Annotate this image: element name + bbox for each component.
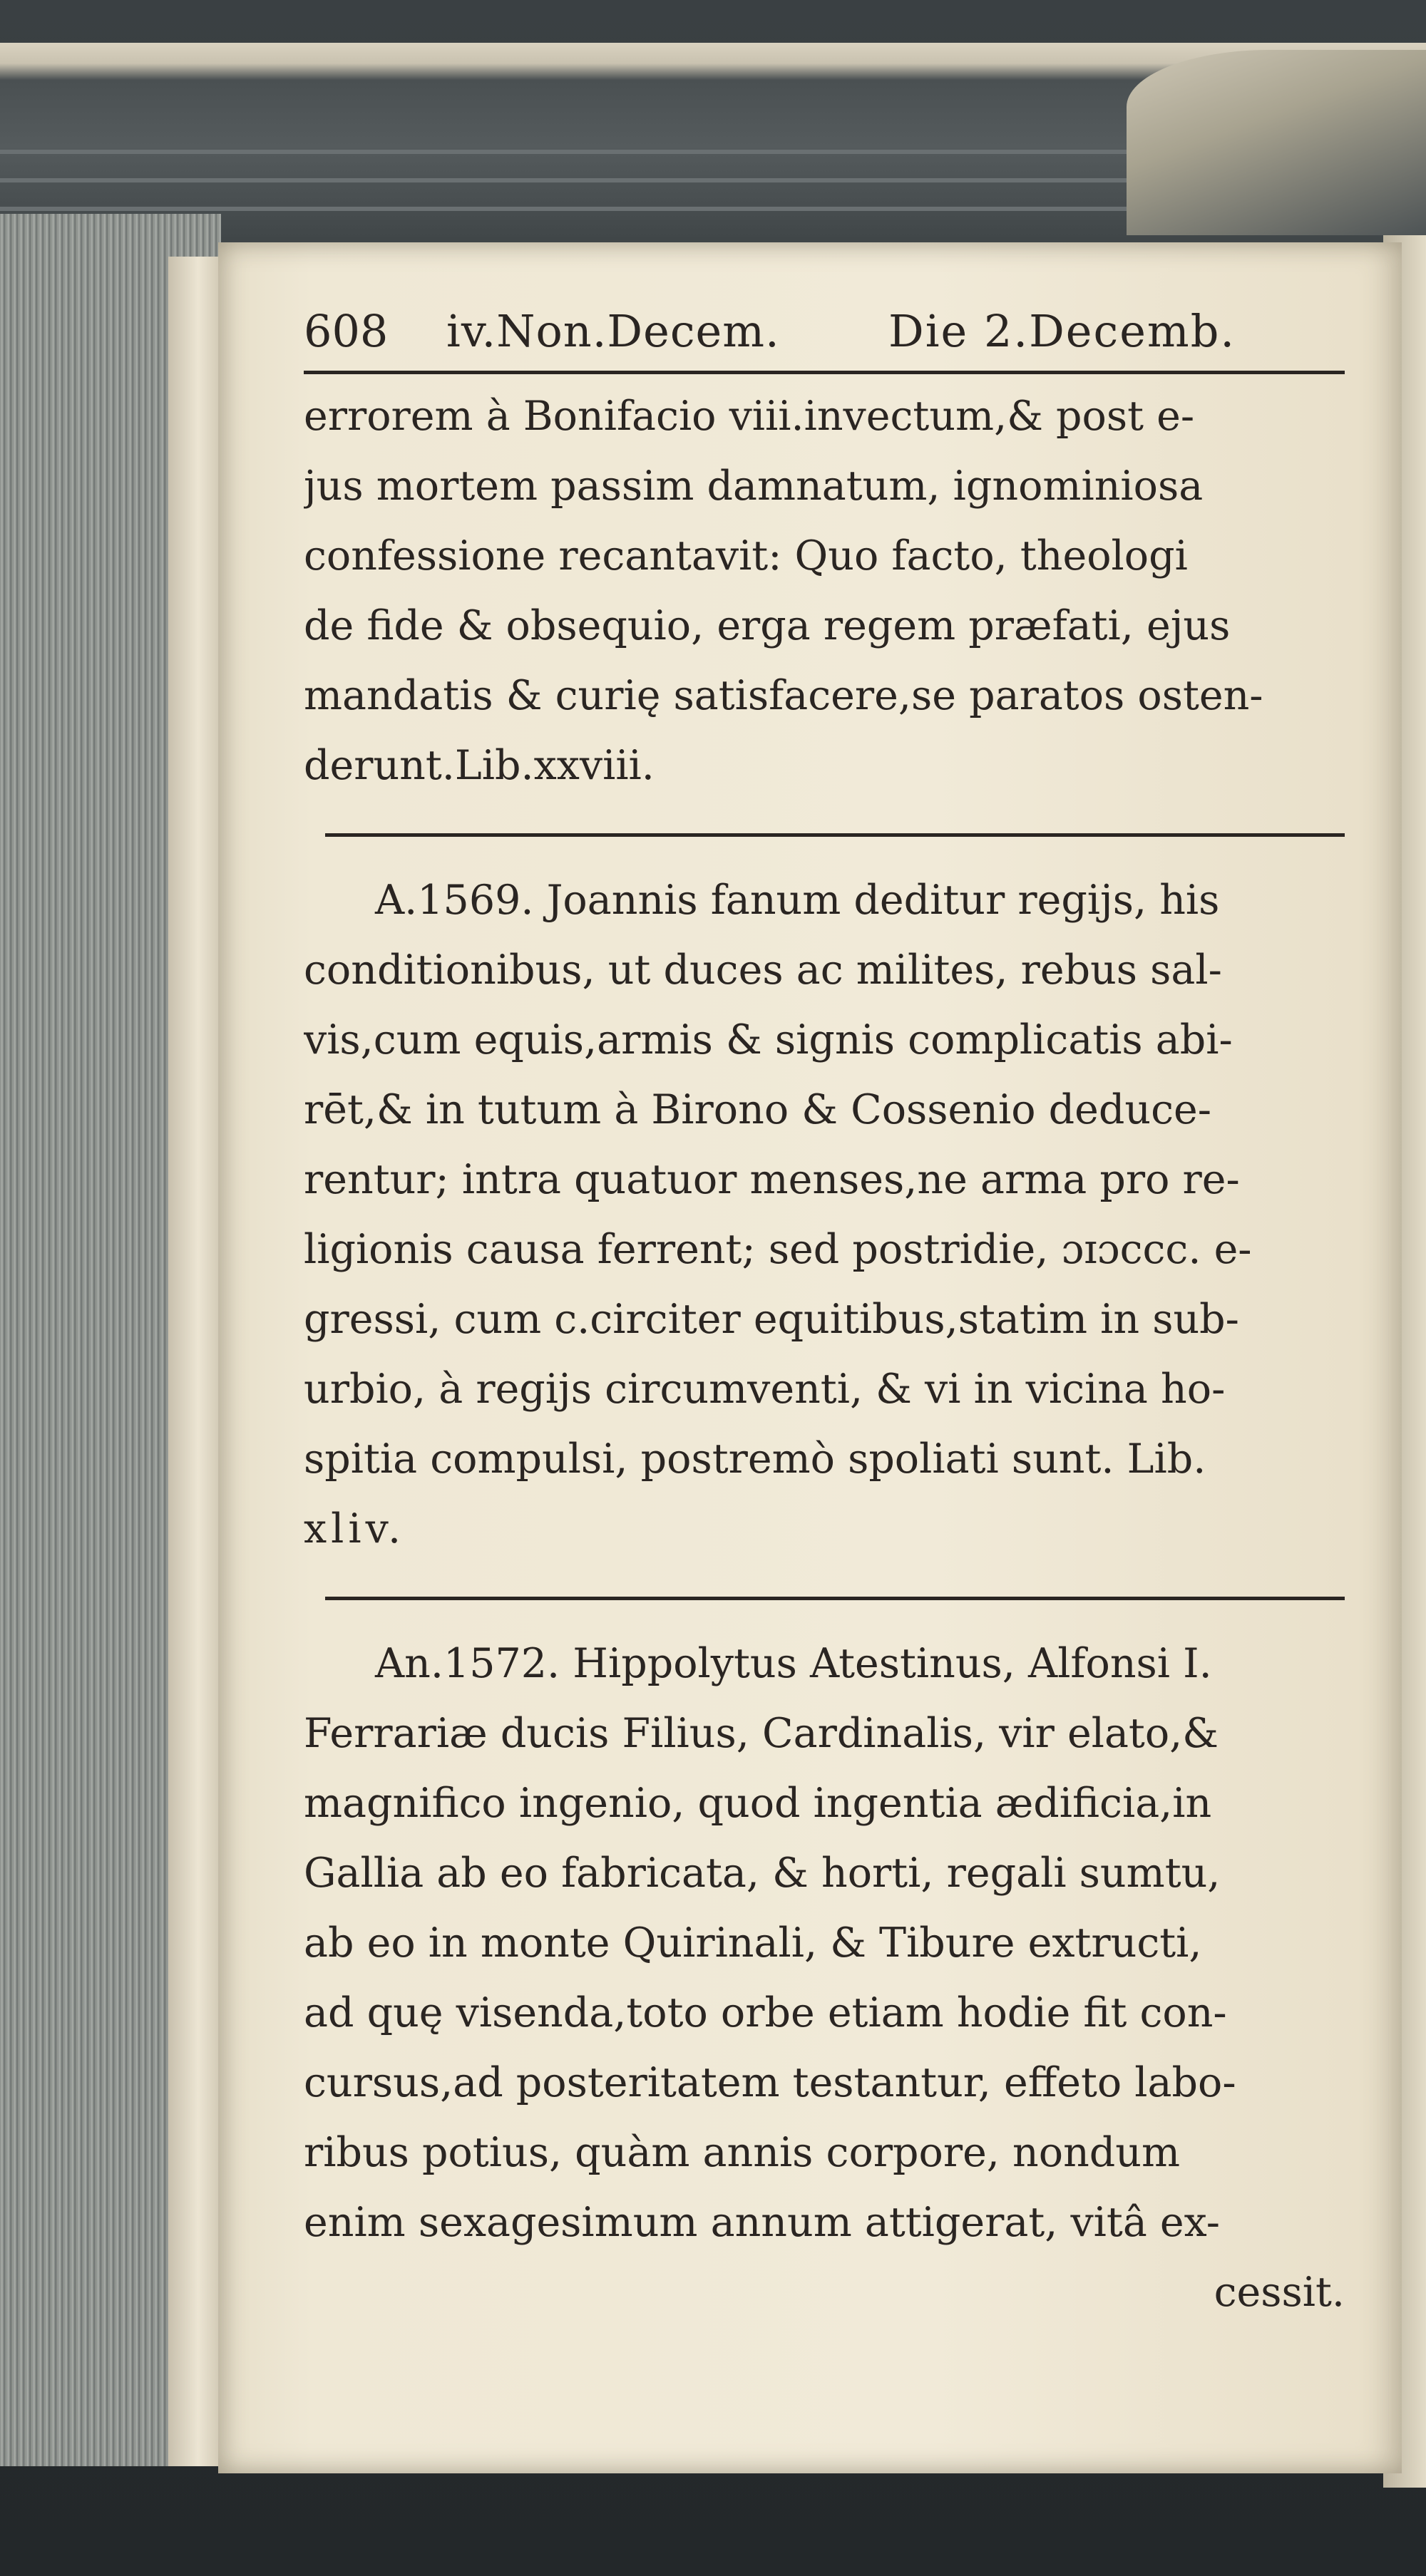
page-number: 608: [304, 305, 389, 357]
header-rule: [304, 371, 1345, 374]
text-line: Ferrariæ ducis Filius, Cardinalis, vir elato,&: [304, 1710, 1219, 1757]
text-line: magnifico ingenio, quod ingentia ædificia,in: [304, 1780, 1212, 1827]
header-right: Die 2.Decemb.: [888, 305, 1236, 357]
section-rule: [325, 833, 1345, 837]
book-page: [218, 242, 1402, 2473]
text-line: rentur; intra quatuor menses,ne arma pro re-: [304, 1156, 1240, 1203]
header-left: iv.Non.Decem.: [446, 305, 780, 357]
text-line: gressi, cum c.circiter equitibus,statim in sub-: [304, 1296, 1239, 1343]
text-line: de fide & obsequio, erga regem præfati, ejus: [304, 602, 1231, 649]
text-line: vis,cum equis,armis & signis complicatis abi-: [304, 1016, 1233, 1063]
text-line: ribus potius, quàm annis corpore, nondum: [304, 2129, 1181, 2176]
text-line: ad quę visenda,toto orbe etiam hodie fit con-: [304, 1989, 1227, 2036]
curled-page-corner: [1127, 50, 1426, 235]
text-line: confessione recantavit: Quo facto, theologi: [304, 532, 1188, 579]
text-line: errorem à Bonifacio viii.invectum,& post e-: [304, 393, 1195, 440]
text-line: jus mortem passim damnatum, ignominiosa: [304, 463, 1204, 510]
text-line: spitia compulsi, postremò spoliati sunt. Lib.: [304, 1436, 1206, 1483]
text-line: ab eo in monte Quirinali, & Tibure extructi,: [304, 1920, 1202, 1967]
text-line: An.1572. Hippolytus Atestinus, Alfonsi I.: [375, 1640, 1212, 1687]
text-line: A.1569. Joannis fanum deditur regijs, his: [375, 877, 1220, 924]
text-line: conditionibus, ut duces ac milites, rebus sal-: [304, 947, 1222, 994]
text-line: ligionis causa ferrent; sed postridie, ɔɪɔccc. e-: [304, 1226, 1252, 1273]
text-line: xliv.: [304, 1505, 406, 1552]
text-line: mandatis & curię satisfacere,se paratos osten-: [304, 672, 1263, 719]
running-header: [304, 299, 1345, 371]
text-line: urbio, à regijs circumventi, & vi in vicina ho-: [304, 1366, 1226, 1413]
page-stack-edge: [168, 257, 218, 2466]
text-line: enim sexagesimum annum attigerat, vitâ ex-: [304, 2199, 1221, 2246]
page-text-block: [304, 299, 1345, 2327]
section-rule: [325, 1597, 1345, 1600]
text-line: derunt.Lib.xxviii.: [304, 742, 655, 789]
entry-paragraph: [304, 381, 1345, 800]
entry-paragraph: [304, 865, 1345, 1564]
entry-paragraph: [304, 1629, 1345, 2327]
text-line: rēt,& in tutum à Birono & Cossenio deduce-: [304, 1086, 1211, 1133]
text-line: Gallia ab eo fabricata, & horti, regali sumtu,: [304, 1850, 1221, 1897]
text-line: cursus,ad posteritatem testantur, effeto labo-: [304, 2059, 1236, 2106]
text-line: cessit.: [1214, 2269, 1345, 2316]
